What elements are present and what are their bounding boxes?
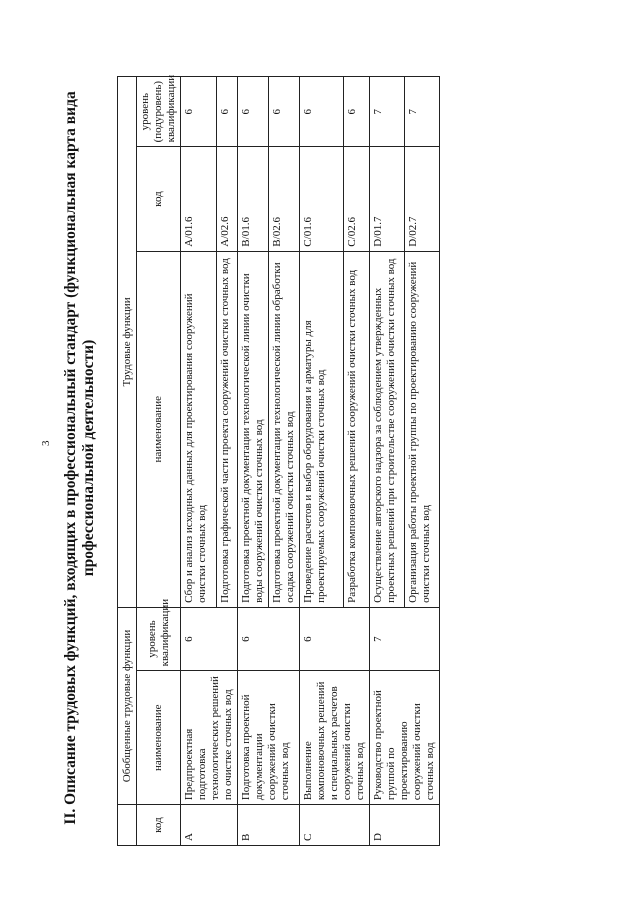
group-level: 7 [370, 607, 440, 671]
function-level: 6 [217, 77, 238, 147]
group-name: Предпроектная подготовка технологических решений по очистке сточных вод [181, 671, 238, 805]
function-code: A/01.6 [181, 147, 217, 251]
function-level: 6 [238, 77, 269, 147]
function-code: B/01.6 [238, 147, 269, 251]
function-name: Подготовка проектной документации технологической линии очистки воды сооружений очистки сточных вод [238, 251, 269, 607]
table-row [238, 77, 269, 846]
group-code: D [370, 805, 440, 846]
heading-line-1: II. Описание трудовых функций, входящих в профессиональный стандарт (функциональная карта вида [62, 91, 79, 825]
function-level: 7 [405, 77, 440, 147]
function-name: Разработка компоновочных решений сооружений очистки сточных вод [344, 251, 370, 607]
section-heading [62, 28, 98, 888]
group-code: A [181, 805, 238, 846]
function-level: 6 [300, 77, 344, 147]
function-name: Организация работы проектной группы по проектированию сооружений очистки сточных вод [405, 251, 440, 607]
function-name: Сбор и анализ исходных данных для проектирования сооружений очистки сточных вод [181, 251, 217, 607]
group-code: C [300, 805, 370, 846]
group-name: Выполнение компоновочных решений и специальных расчетов сооружений очистки сточных вод [300, 671, 370, 805]
functional-map-table [117, 76, 440, 846]
function-name: Осуществление авторского надзора за соблюдением утвержденных проектных решений при строительстве сооружений очистки сточных вод [370, 251, 405, 607]
function-code: D/01.7 [370, 147, 405, 251]
header-empty-cell [118, 805, 137, 846]
group-level: 6 [300, 607, 370, 671]
group-level: 6 [238, 607, 300, 671]
header-code: код [137, 805, 181, 846]
table-row [181, 77, 217, 846]
group-level: 6 [181, 607, 238, 671]
header-generalized: Обобщенные трудовые функции [118, 607, 137, 804]
function-name: Подготовка графической части проекта сооружений очистки сточных вод [217, 251, 238, 607]
function-level: 7 [370, 77, 405, 147]
function-code: C/02.6 [344, 147, 370, 251]
heading-line-2: профессиональной деятельности) [80, 339, 97, 577]
function-code: A/02.6 [217, 147, 238, 251]
function-code: B/02.6 [269, 147, 300, 251]
group-name: Подготовка проектной документации сооружений очистки сточных вод [238, 671, 300, 805]
function-level: 6 [344, 77, 370, 147]
function-level: 6 [269, 77, 300, 147]
rotated-content [62, 28, 622, 888]
header-name: наименование [137, 671, 181, 805]
function-name: Подготовка проектной документации технологической линии обработки осадка сооружений очистки сточных вод [269, 251, 300, 607]
group-code: B [238, 805, 300, 846]
group-name: Руководство проектной группой по проектированию сооружений очистки сточных вод [370, 671, 440, 805]
header-functions: Трудовые функции [118, 77, 137, 608]
header-level: уровень квалификации [137, 607, 181, 671]
table-row [300, 77, 344, 846]
header-flevel: уровень (подуровень) квалификации [137, 77, 181, 147]
header-fcode: код [137, 147, 181, 251]
function-name: Проведение расчетов и выбор оборудования и арматуры для проектируемых сооружений очистки сточных вод [300, 251, 344, 607]
function-level: 6 [181, 77, 217, 147]
function-code: C/01.6 [300, 147, 344, 251]
page-number: 3 [40, 440, 52, 446]
table-row [370, 77, 405, 846]
header-fname: наименование [137, 251, 181, 607]
function-code: D/02.7 [405, 147, 440, 251]
